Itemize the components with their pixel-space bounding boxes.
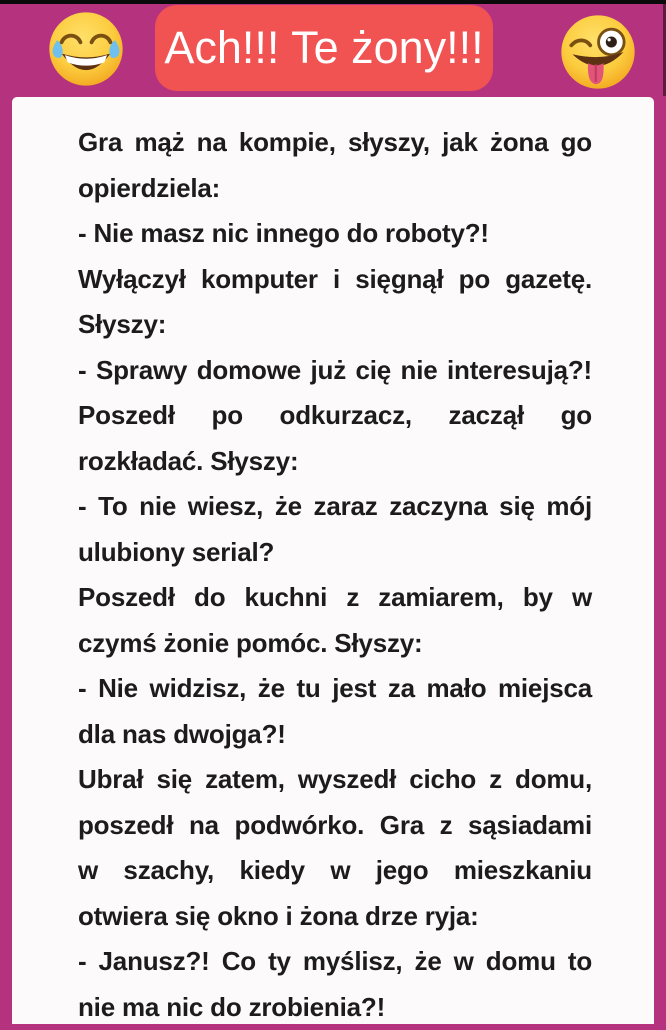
title-banner — [155, 5, 493, 91]
joke-line: dla nas dwojga?! — [78, 712, 592, 758]
joke-line: Poszedł do kuchni z zamiarem, by w — [78, 575, 592, 621]
joke-line: w szachy, kiedy w jego mieszkaniu — [78, 848, 592, 894]
joke-line: - Janusz?! Co ty myślisz, że w domu to — [78, 939, 592, 985]
joke-line: Słyszy: — [78, 302, 592, 348]
winking-tongue-emoji-icon — [558, 12, 638, 92]
joke-line: Gra mąż na kompie, słyszy, jak żona go — [78, 120, 592, 166]
joke-line: nie ma nic do zrobienia?! — [78, 985, 592, 1030]
joke-line: - To nie wiesz, że zaraz zaczyna się mój — [78, 484, 592, 530]
joke-text — [78, 120, 592, 1030]
joke-line: - Sprawy domowe już cię nie interesują?! — [78, 348, 592, 394]
title-text: Ach!!! Te żony!!! — [164, 22, 483, 74]
joke-line: otwiera się okno i żona drze ryja: — [78, 894, 592, 940]
joke-line: Ubrał się zatem, wyszedł cicho z domu, — [78, 757, 592, 803]
joke-line: ulubiony serial? — [78, 530, 592, 576]
joke-line: - Nie masz nic innego do roboty?! — [78, 211, 592, 257]
joke-panel — [12, 97, 654, 1024]
joke-line: Poszedł po odkurzacz, zaczął go — [78, 393, 592, 439]
tears-of-joy-emoji-icon — [46, 9, 126, 89]
meme-header — [0, 0, 666, 97]
joke-line: rozkładać. Słyszy: — [78, 439, 592, 485]
joke-line: poszedł na podwórko. Gra z sąsiadami — [78, 803, 592, 849]
joke-line: - Nie widzisz, że tu jest za mało miejsca — [78, 666, 592, 712]
joke-line: czymś żonie pomóc. Słyszy: — [78, 621, 592, 667]
joke-line: opierdziela: — [78, 166, 592, 212]
joke-line: Wyłączył komputer i sięgnął po gazetę. — [78, 257, 592, 303]
